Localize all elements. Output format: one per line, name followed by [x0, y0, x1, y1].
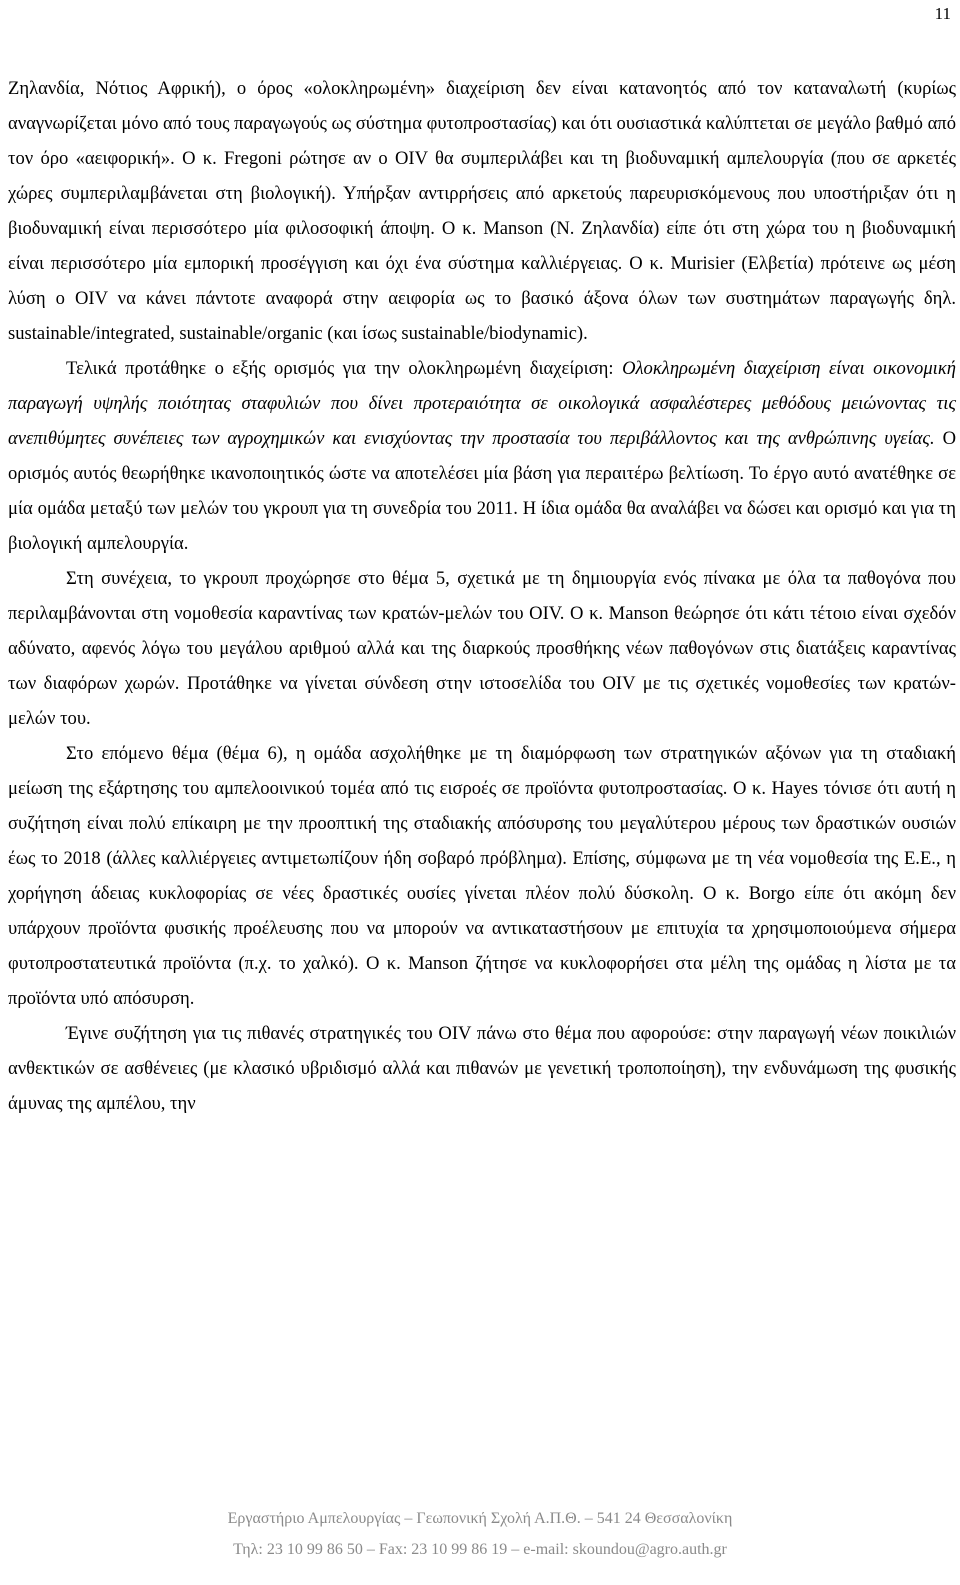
paragraph-text: Έγινε συζήτηση για τις πιθανές στρατηγικές του OIV πάνω στο θέμα που αφορούσε: στην παραγωγή νέων ποικιλιών ανθεκτικών σε ασθένειες (με κλασικό υβριδισμό αλλά και πιθανών με γενετική τροποποίηση), την ενδυνάμωση της φυσικής άμυνας της αμπέλου, την — [8, 1023, 956, 1114]
paragraph — [8, 71, 956, 351]
paragraph — [8, 1016, 956, 1121]
paragraph-text: Στη συνέχεια, το γκρουπ προχώρησε στο θέμα 5, σχετικά με τη δημιουργία ενός πίνακα με όλα τα παθογόνα που περιλαμβάνονται στη νομοθεσία καραντίνας των κρατών-μελών του OIV. Ο κ. Manson θεώρησε ότι κάτι τέτοιο είναι σχεδόν αδύνατο, αφενός λόγω του μεγάλου αριθμού αλλά και της διαρκούς προσθήκης νέων παθογόνων στις διατάξεις καραντίνας των διαφόρων χωρών. Προτάθηκε να γίνεται σύνδεση στην ιστοσελίδα του OIV με τις σχετικές νομοθεσίες των κρατών-μελών του. — [8, 568, 956, 729]
paragraph — [8, 736, 956, 1016]
footer-contact: Τηλ: 23 10 99 86 50 – Fax: 23 10 99 86 19 – e-mail: skoundou@agro.auth.gr — [233, 1541, 727, 1558]
paragraph-text: Στο επόμενο θέμα (θέμα 6), η ομάδα ασχολήθηκε με τη διαμόρφωση των στρατηγικών αξόνων για τη σταδιακή μείωση της εξάρτησης του αμπελοοινικού τομέα από τις εισροές σε προϊόντα φυτοπροστασίας. Ο κ. Hayes τόνισε ότι αυτή η συζήτηση είναι πολύ επίκαιρη με την προοπτική της σταδιακής απόσυρσης του μεγαλύτερου μέρους των δραστικών ουσιών έως το 2018 (άλλες καλλιέργειες αντιμετωπίζουν ήδη σοβαρό πρόβλημα). Επίσης, σύμφωνα με τη νέα νομοθεσία της Ε.Ε., η χορήγηση άδειας κυκλοφορίας σε νέες δραστικές ουσίες γίνεται πλέον πολύ δύσκολη. Ο κ. Borgo είπε ότι ακόμη δεν υπάρχουν προϊόντα φυσικής προέλευσης που να μπορούν να αντικαταστήσουν με επιτυχία τα χρησιμοποιούμενα σήμερα φυτοπροστατευτικά προϊόντα (π.χ. το χαλκό). Ο κ. Manson ζήτησε να κυκλοφορήσει στα μέλη της ομάδας η λίστα με τα προϊόντα υπό απόσυρση. — [8, 743, 956, 1009]
page-number: 11 — [934, 4, 951, 23]
italic-definition-text: Ολοκληρωμένη διαχείριση είναι οικονομική παραγωγή υψηλής ποιότητας σταφυλιών που δίνει προτεραιότητα σε οικολογικά ασφαλέστερες μεθόδους μειώνοντας τις ανεπιθύμητες συνέπειες των αγροχημικών και ενισχύοντας την προστασία του περιβάλλοντος και της ανθρώπινης υγείας. — [8, 358, 956, 449]
paragraph-text: Ο ορισμός αυτός θεωρήθηκε ικανοποιητικός ώστε να αποτελέσει μία βάση για περαιτέρω βελτίωση. Το έργο αυτό ανατέθηκε σε μία ομάδα μεταξύ των μελών του γκρουπ για τη συνεδρία του 2011. Η ίδια ομάδα θα αναλάβει να δώσει και ορισμό και για τη βιολογική αμπελουργία. — [8, 428, 956, 554]
paragraph-text: Τελικά προτάθηκε ο εξής ορισμός για την ολοκληρωμένη διαχείριση: — [66, 358, 623, 379]
paragraph-text: Ζηλανδία, Νότιος Αφρική), ο όρος «ολοκληρωμένη» διαχείριση δεν είναι κατανοητός από τον καταναλωτή (κυρίως αναγνωρίζεται μόνο από τους παραγωγούς ως σύστημα φυτοπροστασίας) και ότι ουσιαστικά καλύπτεται σε μεγάλο βαθμό από τον όρο «αειφορική». Ο κ. Fregoni ρώτησε αν ο OIV θα συμπεριλάβει και τη βιοδυναμική αμπελουργία (που σε αρκετές χώρες συμπεριλαμβάνεται στη βιολογική). Υπήρξαν αντιρρήσεις από αρκετούς παρευρισκόμενους που υποστήριξαν ότι η βιοδυναμική είναι περισσότερο μία φιλοσοφική άποψη. Ο κ. Manson (Ν. Ζηλανδία) είπε ότι στη χώρα του η βιοδυναμική είναι περισσότερο μία εμπορική προσέγγιση και όχι ένα σύστημα καλλιέργειας. Ο κ. Murisier (Ελβετία) πρότεινε ως μέση λύση ο OIV να κάνει πάντοτε αναφορά στην αειφορία ως το βασικό άξονα όλων των συστημάτων παραγωγής δηλ. sustainable/integrated, sustainable/organic (και ίσως sustainable/biodynamic). — [8, 78, 956, 344]
paragraph — [8, 561, 956, 736]
body-text — [8, 71, 956, 1121]
paragraph — [8, 351, 956, 561]
footer-address: Εργαστήριο Αμπελουργίας – Γεωπονική Σχολή Α.Π.Θ. – 541 24 Θεσσαλονίκη — [227, 1510, 733, 1527]
